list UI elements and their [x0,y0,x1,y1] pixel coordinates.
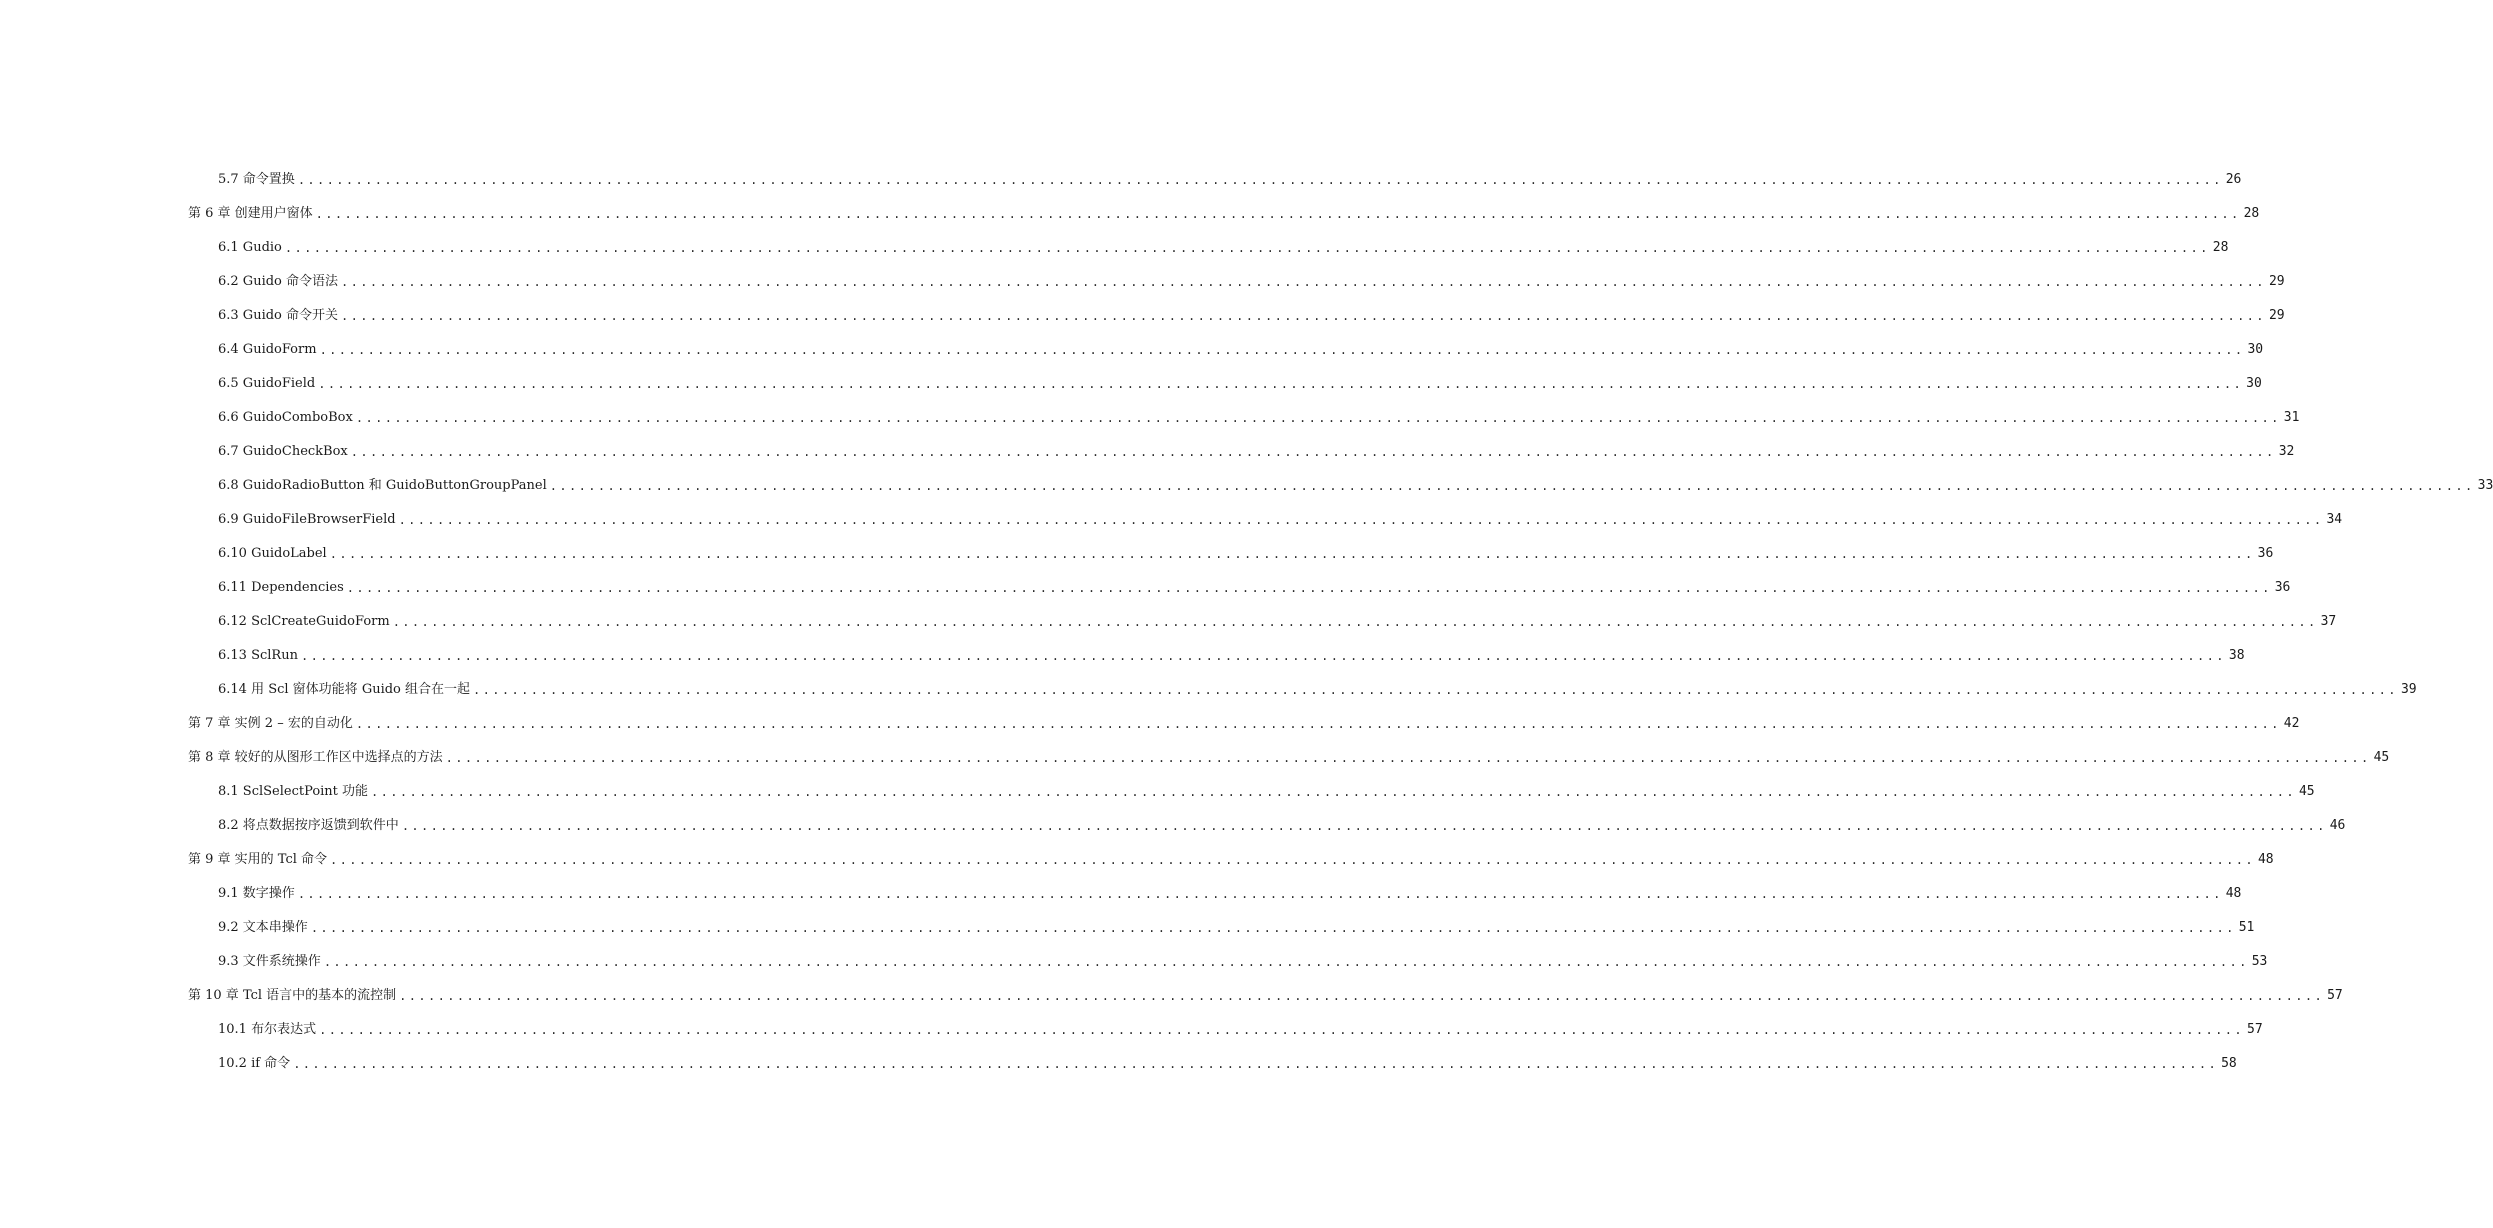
toc-dot-leader: ........................................................................................................................................................................................................ [473,683,2398,697]
toc-section-entry[interactable] [0,299,2285,333]
toc-entry-page-number: 37 [2320,614,2337,629]
toc-entry-title: 6.5 GuidoField [218,376,316,391]
toc-entry-page-number: 48 [2257,852,2274,867]
toc-chapter-entry[interactable] [0,707,2300,741]
toc-dot-leader: ........................................................................................................................................................................................................ [300,649,2226,663]
toc-chapter-entry[interactable] [0,197,2260,231]
toc-entry-page-number: 33 [2477,478,2493,493]
toc-dot-leader: ........................................................................................................................................................................................................ [445,751,2371,765]
toc-section-entry[interactable] [0,163,2242,197]
toc-section-entry[interactable] [0,911,2255,945]
toc-dot-leader: ........................................................................................................................................................................................................ [355,411,2281,425]
toc-entry-page-number: 31 [2283,410,2300,425]
toc-entry-title: 6.6 GuidoComboBox [218,410,353,425]
toc-section-entry[interactable] [0,503,2343,537]
toc-dot-leader: ........................................................................................................................................................................................................ [284,241,2210,255]
toc-entry-title: 6.8 GuidoRadioButton 和 GuidoButtonGroupPanel [218,478,547,493]
toc-entry-page-number: 57 [2247,1022,2263,1037]
toc-entry-title: 6.4 GuidoForm [218,342,317,357]
toc-entry-page-number: 39 [2400,682,2417,697]
toc-section-entry[interactable] [0,605,2337,639]
toc-section-entry[interactable] [0,265,2285,299]
toc-section-entry[interactable] [0,469,2493,503]
toc-entry-title: 10.1 布尔表达式 [218,1022,317,1037]
toc-dot-leader: ........................................................................................................................................................................................................ [398,513,2324,527]
toc-entry-title: 第 9 章 实用的 Tcl 命令 [188,852,328,867]
toc-entry-page-number: 58 [2221,1056,2237,1071]
toc-dot-leader: ........................................................................................................................................................................................................ [297,887,2223,901]
toc-entry-title: 第 6 章 创建用户窗体 [188,206,313,221]
toc-section-entry[interactable] [0,1047,2237,1081]
toc-dot-leader: ........................................................................................................................................................................................................ [315,207,2241,221]
toc-dot-leader: ........................................................................................................................................................................................................ [329,547,2255,561]
toc-entry-title: 6.1 Gudio [218,240,282,255]
toc-entry-page-number: 28 [2243,206,2260,221]
toc-section-entry[interactable] [0,401,2300,435]
toc-entry-title: 9.3 文件系统操作 [218,954,321,969]
toc-section-entry[interactable] [0,945,2268,979]
toc-entry-page-number: 51 [2238,920,2255,935]
toc-dot-leader: ........................................................................................................................................................................................................ [350,445,2276,459]
toc-entry-page-number: 29 [2268,308,2285,323]
toc-entry-page-number: 30 [2247,342,2264,357]
toc-dot-leader: ........................................................................................................................................................................................................ [401,819,2327,833]
toc-entry-page-number: 38 [2228,648,2245,663]
toc-section-entry[interactable] [0,673,2417,707]
toc-entry-title: 6.10 GuidoLabel [218,546,327,561]
toc-entry-page-number: 36 [2274,580,2291,595]
toc-entry-page-number: 34 [2326,512,2343,527]
toc-entry-title: 6.11 Dependencies [218,580,344,595]
toc-section-entry[interactable] [0,333,2264,367]
toc-entry-title: 第 8 章 较好的从图形工作区中选择点的方法 [188,750,443,765]
toc-section-entry[interactable] [0,639,2245,673]
toc-section-entry[interactable] [0,435,2295,469]
toc-section-entry[interactable] [0,809,2346,843]
toc-dot-leader: ........................................................................................................................................................................................................ [330,853,2255,867]
toc-entry-page-number: 57 [2327,988,2343,1003]
toc-entry-title: 9.1 数字操作 [218,886,295,901]
toc-entry-page-number: 45 [2373,750,2390,765]
table-of-contents [0,163,2493,1081]
toc-section-entry[interactable] [0,571,2291,605]
toc-entry-page-number: 29 [2268,274,2285,289]
toc-entry-title: 6.2 Guido 命令语法 [218,274,339,289]
toc-entry-title: 第 7 章 实例 2 – 宏的自动化 [188,716,353,731]
toc-section-entry[interactable] [0,537,2274,571]
toc-dot-leader: ........................................................................................................................................................................................................ [346,581,2272,595]
toc-dot-leader: ........................................................................................................................................................................................................ [297,173,2223,187]
toc-dot-leader: ........................................................................................................................................................................................................ [323,955,2249,969]
toc-section-entry[interactable] [0,1013,2263,1047]
toc-entry-title: 10.2 if 命令 [218,1056,291,1071]
toc-entry-page-number: 30 [2246,376,2262,391]
toc-dot-leader: ........................................................................................................................................................................................................ [399,989,2325,1003]
toc-entry-title: 6.9 GuidoFileBrowserField [218,512,396,527]
toc-entry-page-number: 28 [2212,240,2229,255]
toc-dot-leader: ........................................................................................................................................................................................................ [310,921,2236,935]
toc-entry-title: 6.13 SclRun [218,648,298,663]
toc-entry-title: 8.1 SclSelectPoint 功能 [218,784,369,799]
toc-entry-page-number: 32 [2278,444,2295,459]
toc-entry-title: 6.14 用 Scl 窗体功能将 Guido 组合在一起 [218,682,471,697]
toc-entry-page-number: 26 [2225,172,2242,187]
toc-dot-leader: ........................................................................................................................................................................................................ [392,615,2318,629]
toc-entry-title: 6.3 Guido 命令开关 [218,308,339,323]
toc-entry-title: 9.2 文本串操作 [218,920,308,935]
toc-section-entry[interactable] [0,231,2229,265]
toc-section-entry[interactable] [0,775,2315,809]
toc-entry-page-number: 46 [2329,818,2346,833]
toc-dot-leader: ........................................................................................................................................................................................................ [355,717,2281,731]
toc-dot-leader: ........................................................................................................................................................................................................ [319,343,2245,357]
toc-entry-page-number: 45 [2298,784,2315,799]
toc-dot-leader: ........................................................................................................................................................................................................ [318,377,2244,391]
toc-dot-leader: ........................................................................................................................................................................................................ [319,1023,2244,1037]
toc-chapter-entry[interactable] [0,843,2274,877]
toc-entry-title: 第 10 章 Tcl 语言中的基本的流控制 [188,988,397,1003]
toc-section-entry[interactable] [0,877,2242,911]
toc-entry-page-number: 53 [2251,954,2268,969]
toc-entry-title: 6.12 SclCreateGuidoForm [218,614,390,629]
toc-entry-page-number: 36 [2257,546,2274,561]
toc-entry-title: 5.7 命令置换 [218,172,295,187]
toc-dot-leader: ........................................................................................................................................................................................................ [371,785,2296,799]
toc-entry-page-number: 48 [2225,886,2242,901]
toc-section-entry[interactable] [0,367,2262,401]
toc-dot-leader: ........................................................................................................................................................................................................ [293,1057,2219,1071]
toc-entry-page-number: 42 [2283,716,2300,731]
toc-entry-title: 8.2 将点数据按序返馈到软件中 [218,818,399,833]
toc-chapter-entry[interactable] [0,741,2390,775]
toc-dot-leader: ........................................................................................................................................................................................................ [549,479,2475,493]
toc-dot-leader: ........................................................................................................................................................................................................ [341,309,2266,323]
toc-entry-title: 6.7 GuidoCheckBox [218,444,348,459]
toc-dot-leader: ........................................................................................................................................................................................................ [341,275,2266,289]
toc-chapter-entry[interactable] [0,979,2343,1013]
